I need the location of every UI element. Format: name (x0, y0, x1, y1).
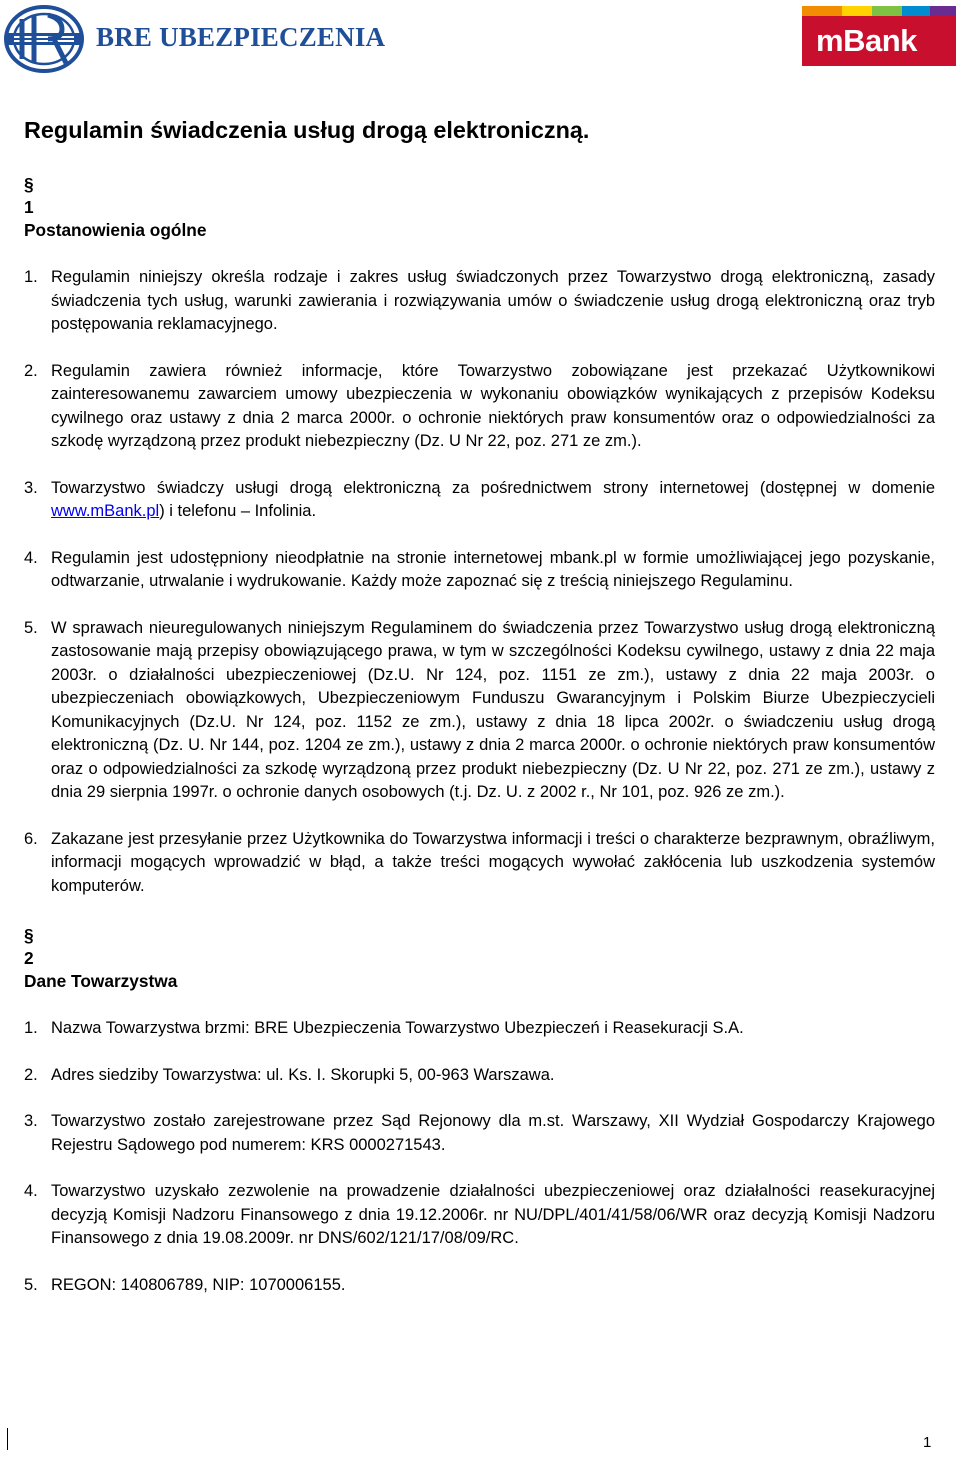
s1-item-3: 3. Towarzystwo świadczy usługi drogą elektroniczną za pośrednictwem strony internetowej (dostępnej w domenie www.mBank.pl) i telefonu – Infolinia. (24, 478, 935, 520)
section-sign-2: § (24, 925, 34, 945)
section-sign-1: § (24, 174, 34, 194)
section-2-heading: Dane Towarzystwa (24, 971, 178, 991)
section-1-heading: Postanowienia ogólne (24, 220, 207, 240)
bre-company-name: BRE UBEZPIECZENIA (96, 22, 386, 52)
s1-item-5: 5. W sprawach nieuregulowanych niniejszym Regulaminem do świadczenia przez Towarzystwo usług drogą elektroniczną zastosowanie mają przepisy obowiązującego prawa, w tym w szczególności Kodeksu cywilnego, ustawy z dnia 22 maja 2003r. o działalności ubezpieczeniowej (Dz.U. Nr 124, poz. 1151 ze zm.), ustawy z dnia 22 maja 2003r. o ubezpieczeniach obowiązkowych, Ubezpieczeniowym Funduszu Gwarancyjnym i Polskim Biurze Ubezpieczycieli Komunikacyjnych (Dz.U. Nr 124, poz. 1152 ze zm.), ustawy z dnia 18 lipca 2002r. o świadczeniu usług drogą elektroniczną (Dz. U. Nr 144, poz. 1204 ze zm.), ustawy z dnia 2 marca 2000r. o ochronie niektórych praw konsumentów oraz o odpowiedzialności za szkodę wyrządzoną przez produkt niebezpieczny (Dz. U Nr 22, poz. 271 ze zm.), ustawy z dnia 29 sierpnia 1997r. o ochronie danych osobowych (t.j. Dz. U. z 2002 r., Nr 101, poz. 926 ze zm.). (24, 618, 935, 801)
bre-logo-icon (4, 5, 84, 73)
section-1-num: 1 (24, 197, 34, 217)
header (0, 0, 960, 80)
document-body (24, 116, 935, 1297)
page-number: 1 (923, 1434, 932, 1451)
s1-item-1: 1. Regulamin niniejszy określa rodzaje i zakres usług świadczonych przez Towarzystwo drogą elektroniczną, zasady świadczenia tych usług, warunki zawierania i rozwiązywania umów o świadczenie usług drogą elektroniczną oraz tryb postępowania reklamacyjnego. (24, 268, 935, 333)
section-2-num: 2 (24, 948, 34, 968)
page-title: Regulamin świadczenia usług drogą elektroniczną. (24, 117, 590, 143)
mbank-logo (802, 6, 956, 66)
s2-item-2: 2. Adres siedziby Towarzystwa: ul. Ks. I. Skorupki 5, 00-963 Warszawa. (24, 1065, 555, 1084)
s1-item-6: 6. Zakazane jest przesyłanie przez Użytkownika do Towarzystwa informacji i treści o charakterze bezprawnym, obraźliwym, informacji mogących wprowadzić w błąd, a także treści mogących wywołać zakłócenia lub uszkodzenia systemów komputerów. (24, 829, 935, 895)
s2-item-5: 5. REGON: 140806789, NIP: 1070006155. (24, 1275, 346, 1294)
s2-item-4: 4. Towarzystwo uzyskało zezwolenie na prowadzenie działalności ubezpieczeniowej oraz działalności reasekuracyjnej decyzją Komisji Nadzoru Finansowego z dnia 19.12.2006r. nr NU/DPL/401/41/58/06/WR oraz decyzją Komisji Nadzoru Finansowego z dnia 19.08.2009r. nr DNS/602/121/17/08/09/RC. (24, 1182, 935, 1247)
footer-mark (7, 1428, 8, 1450)
section-1-number (24, 173, 935, 219)
s1-item-4: 4. Regulamin jest udostępniony nieodpłatnie na stronie internetowej mbank.pl w formie umożliwiającej jego pozyskanie, odtwarzanie, utrwalanie i wydrukowanie. Każdy może zapoznać się z treścią niniejszego Regulaminu. (24, 548, 935, 590)
s2-item-1: 1. Nazwa Towarzystwa brzmi: BRE Ubezpieczenia Towarzystwo Ubezpieczeń i Reasekuracji S.A. (24, 1019, 744, 1037)
mbank-wordmark: mBank (816, 23, 917, 58)
s2-item-3: 3. Towarzystwo zostało zarejestrowane przez Sąd Rejonowy dla m.st. Warszawy, XII Wydział Gospodarczy Krajowego Rejestru Sądowego pod numerem: KRS 0000271543. (24, 1112, 935, 1154)
s1-item-2: 2. Regulamin zawiera również informacje, które Towarzystwo zobowiązane jest przekazać Użytkownikowi zainteresowanemu zawarciem umowy ubezpieczenia w wykonaniu obowiązków wynikających z przepisów Kodeksu cywilnego oraz ustawy z dnia 2 marca 2000r. o ochronie niektórych praw konsumentów oraz o odpowiedzialności za szkodę wyrządzoną przez produkt niebezpieczny (Dz. U Nr 22, poz. 271 ze zm.). (24, 361, 935, 450)
mbank-link[interactable]: www.mBank.pl (51, 502, 160, 520)
mbank-stripes-icon (802, 6, 956, 16)
section-2-number (24, 924, 935, 970)
